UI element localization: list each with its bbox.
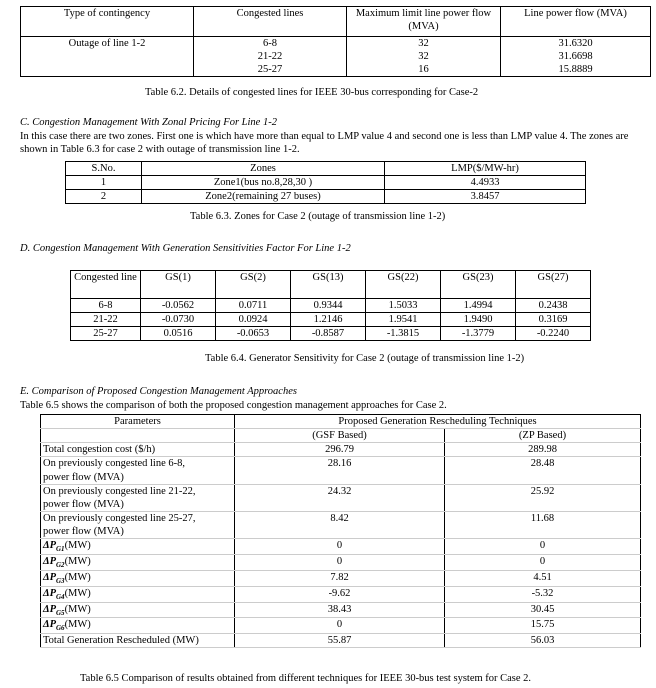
generator-subscript: G5 bbox=[56, 608, 65, 617]
table-cell: Zone1(bus no.8,28,30 ) bbox=[142, 176, 385, 190]
table-cell: 0.0924 bbox=[216, 313, 291, 327]
generator-subscript: G2 bbox=[56, 561, 65, 570]
unit-label: (MW) bbox=[64, 619, 91, 631]
table-cell: 15.8889 bbox=[558, 64, 593, 76]
table-cell: 55.87 bbox=[235, 634, 445, 648]
table-caption: Table 6.2. Details of congested lines for IEEE 30-bus corresponding for Case-2 bbox=[145, 87, 479, 98]
table-cell: 0 bbox=[235, 618, 445, 634]
table-cell: 31.6698 bbox=[558, 51, 593, 63]
unit-label: (MW) bbox=[64, 555, 91, 567]
table-cell: 0.0516 bbox=[141, 327, 216, 341]
table-cell: On previously congested line 21-22, power flow (MVA) bbox=[41, 484, 235, 511]
table-cell: 0.9344 bbox=[291, 299, 366, 313]
table-6-4 bbox=[70, 270, 591, 341]
table-header: Line power flow (MVA) bbox=[501, 7, 651, 37]
table-cell: 28.16 bbox=[235, 457, 445, 484]
unit-label: (MW) bbox=[64, 587, 91, 599]
delta-p-symbol: ΔP bbox=[43, 603, 56, 615]
table-6-5 bbox=[40, 414, 641, 648]
table-cell: 4.4933 bbox=[385, 176, 586, 190]
table-cell: 1.9541 bbox=[366, 313, 441, 327]
table-cell: On previously congested line 6-8, power flow (MVA) bbox=[41, 457, 235, 484]
table-cell: 1 bbox=[66, 176, 142, 190]
section-heading: C. Congestion Management With Zonal Pricing For Line 1-2 bbox=[20, 117, 277, 128]
table-cell: 3.8457 bbox=[385, 190, 586, 204]
delta-p-symbol: ΔP bbox=[43, 619, 56, 631]
table-cell: -0.0562 bbox=[141, 299, 216, 313]
table-cell: 15.75 bbox=[445, 618, 641, 634]
table-cell: 16 bbox=[418, 64, 429, 76]
table-cell: Total congestion cost ($/h) bbox=[41, 443, 235, 457]
table-header: Zones bbox=[142, 162, 385, 176]
table-header: GS(27) bbox=[516, 271, 591, 299]
generator-subscript: G6 bbox=[56, 624, 65, 633]
section-heading: E. Comparison of Proposed Congestion Management Approaches bbox=[20, 386, 297, 397]
table-header: GS(1) bbox=[141, 271, 216, 299]
table-cell: 1.4994 bbox=[441, 299, 516, 313]
table-cell: 296.79 bbox=[235, 443, 445, 457]
table-cell: 56.03 bbox=[445, 634, 641, 648]
delta-p-symbol: ΔP bbox=[43, 571, 56, 583]
table-cell: 25.92 bbox=[445, 484, 641, 511]
table-cell: 11.68 bbox=[445, 511, 641, 538]
table-cell: Zone2(remaining 27 buses) bbox=[142, 190, 385, 204]
table-cell: 25-27 bbox=[71, 327, 141, 341]
delta-p-symbol: ΔP bbox=[43, 587, 56, 599]
table-cell: 7.82 bbox=[235, 570, 445, 586]
table-cell: -5.32 bbox=[445, 586, 641, 602]
table-cell: 38.43 bbox=[235, 602, 445, 618]
table-cell: 28.48 bbox=[445, 457, 641, 484]
delta-p-symbol: ΔP bbox=[43, 540, 56, 552]
table-cell: -0.0730 bbox=[141, 313, 216, 327]
table-cell: 21-22 bbox=[71, 313, 141, 327]
table-caption: Table 6.4. Generator Sensitivity for Case 2 (outage of transmission line 1-2) bbox=[205, 353, 525, 364]
table-6-3 bbox=[65, 161, 586, 204]
unit-label: (MW) bbox=[64, 571, 91, 583]
table-header: GS(2) bbox=[216, 271, 291, 299]
delta-p-symbol: ΔP bbox=[43, 555, 56, 567]
table-cell: 2 bbox=[66, 190, 142, 204]
unit-label: (MW) bbox=[64, 603, 91, 615]
table-cell: 21-22 bbox=[257, 51, 283, 63]
table-cell: 6-8 bbox=[263, 38, 277, 49]
table-header: GS(22) bbox=[366, 271, 441, 299]
section-heading: D. Congestion Management With Generation Sensitivities Factor For Line 1-2 bbox=[20, 243, 351, 254]
table-header: LMP($/MW-hr) bbox=[385, 162, 586, 176]
table-header: Proposed Generation Rescheduling Techniques bbox=[235, 415, 641, 429]
table-cell: 32 bbox=[418, 51, 429, 63]
table-cell: 289.98 bbox=[445, 443, 641, 457]
contingency-cell: Outage of line 1-2 bbox=[21, 37, 194, 77]
table-header: Congested lines bbox=[194, 7, 347, 37]
generator-subscript: G4 bbox=[56, 592, 65, 601]
table-cell: 4.51 bbox=[445, 570, 641, 586]
table-caption: Table 6.5 Comparison of results obtained from different techniques for IEEE 30-bus test system for Case 2. bbox=[80, 673, 532, 684]
table-header: (GSF Based) bbox=[235, 429, 445, 443]
table-cell: 6-8 bbox=[71, 299, 141, 313]
table-cell: 0.2438 bbox=[516, 299, 591, 313]
table-cell: Total Generation Rescheduled (MW) bbox=[41, 634, 235, 648]
table-header: (ZP Based) bbox=[445, 429, 641, 443]
table-header: Congested line bbox=[71, 271, 141, 299]
table-cell: -0.8587 bbox=[291, 327, 366, 341]
table-cell: 31.6320 bbox=[558, 38, 593, 49]
generator-subscript: G3 bbox=[56, 576, 65, 585]
table-cell: 0.3169 bbox=[516, 313, 591, 327]
table-cell: -0.0653 bbox=[216, 327, 291, 341]
table-cell: 32 bbox=[418, 38, 429, 49]
table-header: Parameters bbox=[41, 415, 235, 429]
table-cell: 0 bbox=[235, 539, 445, 555]
table-cell: On previously congested line 25-27, power flow (MVA) bbox=[41, 511, 235, 538]
table-cell: 1.5033 bbox=[366, 299, 441, 313]
table-cell: 0.0711 bbox=[216, 299, 291, 313]
table-header: Maximum limit line power flow (MVA) bbox=[347, 7, 501, 37]
table-cell: 8.42 bbox=[235, 511, 445, 538]
paragraph: Table 6.5 shows the comparison of both the proposed congestion management approaches for Case 2. bbox=[20, 400, 447, 411]
table-cell: 0 bbox=[445, 554, 641, 570]
table-caption: Table 6.3. Zones for Case 2 (outage of transmission line 1-2) bbox=[190, 211, 446, 222]
table-cell: 30.45 bbox=[445, 602, 641, 618]
table-cell: -9.62 bbox=[235, 586, 445, 602]
table-cell: 25-27 bbox=[257, 64, 283, 76]
table-6-2 bbox=[20, 6, 651, 77]
table-cell: 0 bbox=[445, 539, 641, 555]
table-header: GS(13) bbox=[291, 271, 366, 299]
table-cell: -0.2240 bbox=[516, 327, 591, 341]
paragraph: In this case there are two zones. First one is which have more than equal to LMP value 4 and second one is less than LMP value 4. The zones are shown in Table 6.3 for case 2 with outage of transmission line 1-2. bbox=[20, 131, 629, 156]
generator-subscript: G1 bbox=[56, 545, 65, 554]
unit-label: (MW) bbox=[64, 540, 91, 552]
table-header: GS(23) bbox=[441, 271, 516, 299]
table-header: S.No. bbox=[66, 162, 142, 176]
table-cell: -1.3779 bbox=[441, 327, 516, 341]
table-cell: 1.9490 bbox=[441, 313, 516, 327]
table-cell: 24.32 bbox=[235, 484, 445, 511]
table-cell: 0 bbox=[235, 554, 445, 570]
table-cell: -1.3815 bbox=[366, 327, 441, 341]
table-cell: 1.2146 bbox=[291, 313, 366, 327]
table-header: Type of contingency bbox=[21, 7, 194, 37]
